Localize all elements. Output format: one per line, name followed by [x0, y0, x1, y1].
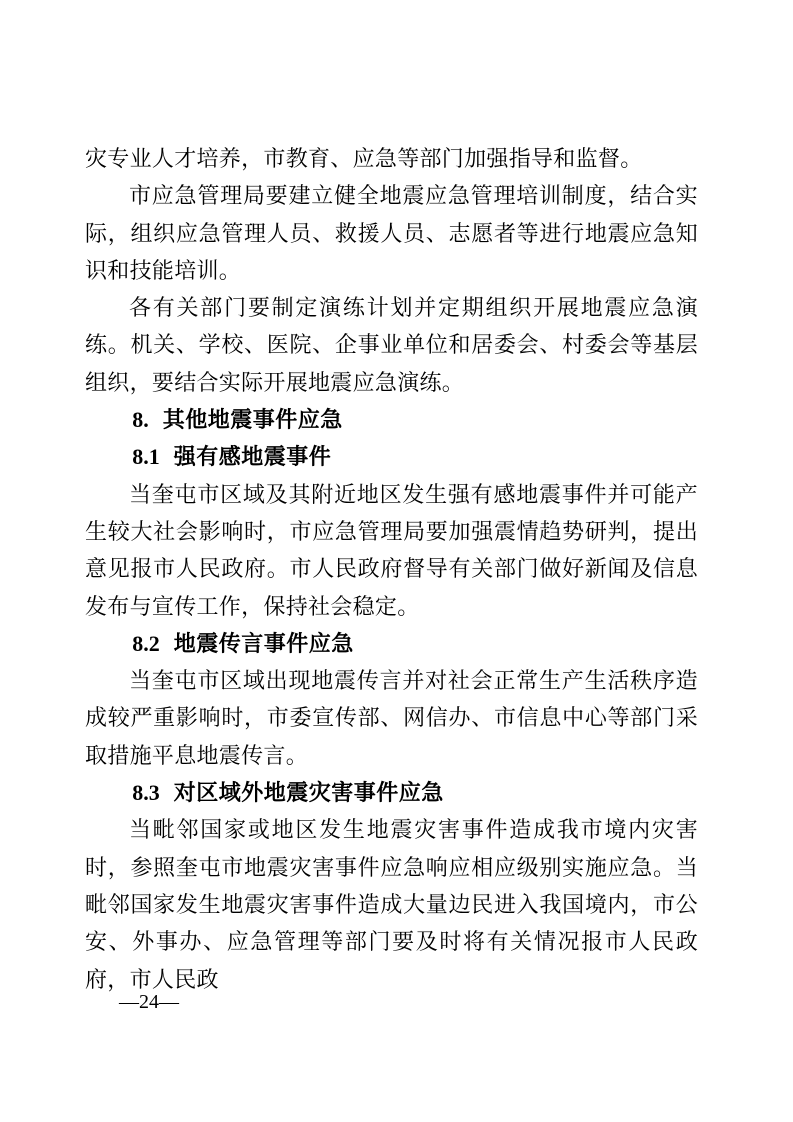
section-title: 对区域外地震灾害事件应急: [173, 780, 444, 806]
section-heading: [85, 401, 698, 438]
paragraph: 市应急管理局要建立健全地震应急管理培训制度，结合实际，组织应急管理人员、救援人员、志愿者等进行地震应急知识和技能培训。: [85, 183, 698, 283]
paragraph: 各有关部门要制定演练计划并定期组织开展地震应急演练。机关、学校、医院、企事业单位和居委会、村委会等基层组织，要结合实际开展地震应急演练。: [85, 295, 698, 395]
document-body: [85, 140, 698, 998]
section-number: 8.1: [132, 444, 160, 470]
section-title: 其他地震事件应急: [162, 407, 343, 433]
section-title: 地震传言事件应急: [173, 630, 354, 656]
section-number: 8.: [132, 407, 149, 433]
section-heading: [85, 774, 698, 811]
page-footer: [119, 988, 179, 1016]
section-number: 8.2: [132, 630, 160, 656]
page-number: —24—: [119, 991, 179, 1013]
paragraph: 灾专业人才培养，市教育、应急等部门加强指导和监督。: [85, 146, 643, 171]
section-heading: [85, 438, 698, 475]
section-title: 强有感地震事件: [173, 444, 332, 470]
paragraph: 当奎屯市区域出现地震传言并对社会正常生产生活秩序造成较严重影响时，市委宣传部、网信办、市信息中心等部门采取措施平息地震传言。: [85, 668, 698, 768]
paragraph: 当毗邻国家或地区发生地震灾害事件造成我市境内灾害时，参照奎屯市地震灾害事件应急响应相应级别实施应急。当毗邻国家发生地震灾害事件造成大量边民进入我国境内，市公安、外事办、应急管理等部门要及时将有关情况报市人民政府，市人民政: [85, 817, 698, 992]
section-heading: [85, 625, 698, 662]
paragraph: 当奎屯市区域及其附近地区发生强有感地震事件并可能产生较大社会影响时，市应急管理局要加强震情趋势研判，提出意见报市人民政府。市人民政府督导有关部门做好新闻及信息发布与宣传工作，保持社会稳定。: [85, 481, 698, 619]
section-number: 8.3: [132, 780, 160, 806]
